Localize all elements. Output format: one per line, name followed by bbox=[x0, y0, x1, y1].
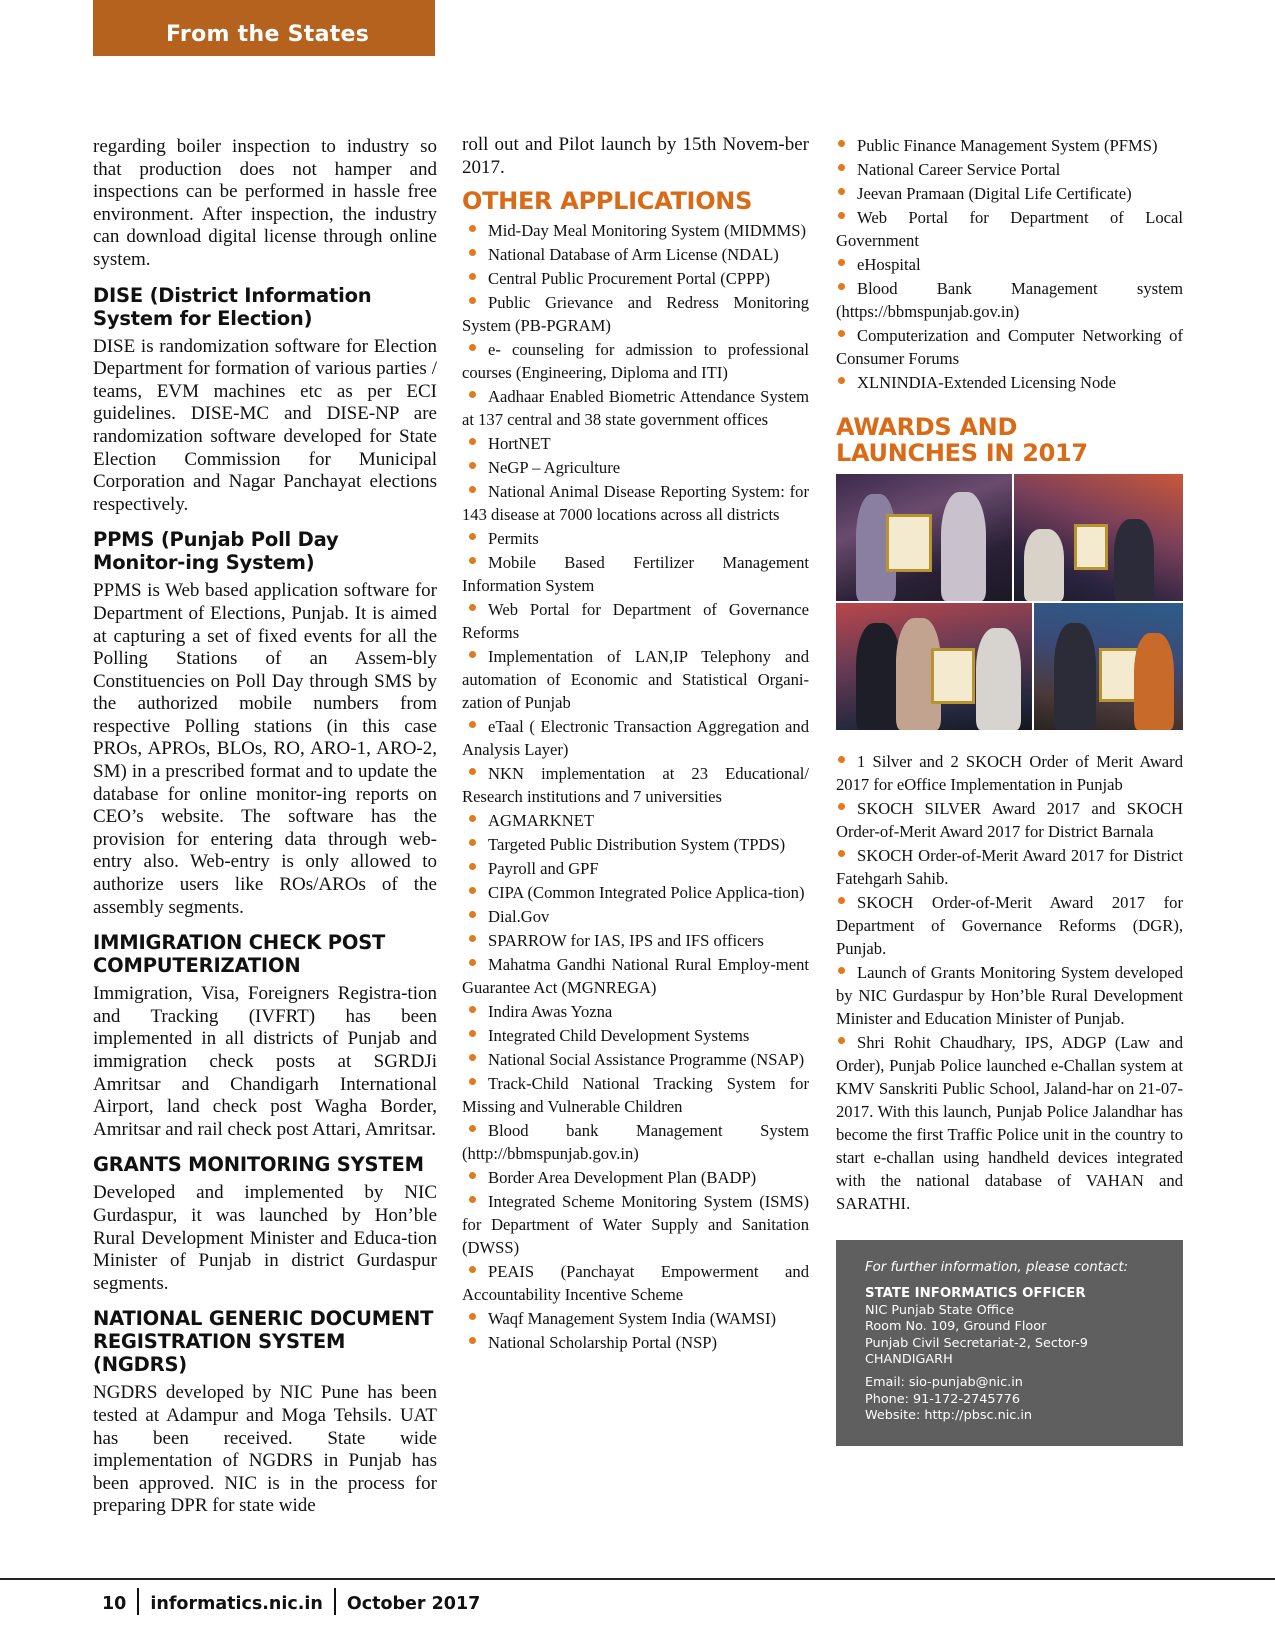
application-item bbox=[462, 551, 809, 597]
application-item bbox=[836, 158, 1183, 181]
intro-paragraph: regarding boiler inspection to industry so that production does not hamper and inspections can be performed in hassle free environment. After inspection, the industry can download digital license through online system. bbox=[93, 136, 437, 270]
award-item bbox=[836, 797, 1183, 843]
bullet-icon bbox=[469, 1125, 476, 1132]
list-item-text: NKN implementation at 23 Educational/ Research institutions and 7 universities bbox=[462, 764, 809, 807]
application-item bbox=[462, 715, 809, 761]
list-item-text: Mahatma Gandhi National Rural Employ-ment Guarantee Act (MGNREGA) bbox=[462, 955, 809, 998]
application-item bbox=[462, 456, 809, 479]
application-item bbox=[462, 905, 809, 928]
application-item bbox=[462, 267, 809, 290]
application-item bbox=[836, 134, 1183, 157]
bullet-icon bbox=[838, 188, 845, 195]
application-item bbox=[462, 857, 809, 880]
application-item bbox=[462, 1000, 809, 1023]
list-item-text: Web Portal for Department of Local Government bbox=[836, 208, 1183, 250]
award-photo-1 bbox=[836, 474, 1012, 601]
list-item-text: National Database of Arm License (NDAL) bbox=[488, 245, 779, 265]
bullet-icon bbox=[469, 273, 476, 280]
application-item bbox=[462, 219, 809, 242]
list-item-text: XLNINDIA-Extended Licensing Node bbox=[857, 373, 1116, 392]
list-item-text: Central Public Procurement Portal (CPPP) bbox=[488, 269, 771, 289]
bullet-icon bbox=[469, 1313, 476, 1320]
list-item-text: National Social Assistance Programme (NSAP) bbox=[488, 1050, 805, 1070]
contact-box bbox=[836, 1240, 1183, 1446]
list-item-text: Dial.Gov bbox=[488, 907, 550, 927]
awards-heading-line-2: LAUNCHES IN 2017 bbox=[836, 439, 1088, 467]
bullet-icon bbox=[469, 768, 476, 775]
bullet-icon bbox=[469, 1337, 476, 1344]
application-item bbox=[462, 809, 809, 832]
bullet-icon bbox=[469, 557, 476, 564]
list-item-text: Integrated Scheme Monitoring System (ISMS) for Department of Water Supply and Sanitation (DWSS) bbox=[462, 1192, 809, 1258]
application-item bbox=[462, 1190, 809, 1259]
list-item-text: SKOCH SILVER Award 2017 and SKOCH Order-of-Merit Award 2017 for District Barnala bbox=[836, 799, 1183, 841]
column-1 bbox=[93, 134, 437, 1530]
list-item-text: PEAIS (Panchayat Empowerment and Accountability Incentive Scheme bbox=[462, 1262, 809, 1305]
application-item bbox=[462, 881, 809, 904]
bullet-icon bbox=[469, 1196, 476, 1203]
application-item bbox=[462, 1048, 809, 1071]
bullet-icon bbox=[469, 887, 476, 894]
list-item-text: Web Portal for Department of Governance Reforms bbox=[462, 600, 809, 643]
bullet-icon bbox=[838, 897, 845, 904]
footer-site[interactable]: informatics.nic.in bbox=[150, 1594, 323, 1614]
section-body: DISE is randomization software for Election Department for formation of various parties / teams, EVM machines etc as per ECI guidelines. DISE-MC and DISE-NP are randomization software developed for State Election Commission for Municipal Corporation and Nagar Panchayat elections respectively. bbox=[93, 335, 437, 515]
application-item bbox=[462, 929, 809, 952]
bullet-icon bbox=[469, 651, 476, 658]
award-item bbox=[836, 961, 1183, 1030]
list-item-text: Implementation of LAN,IP Telephony and automation of Economic and Statistical Organi-zation of Punjab bbox=[462, 647, 809, 713]
bullet-icon bbox=[469, 533, 476, 540]
list-item-text: NeGP – Agriculture bbox=[488, 458, 621, 478]
list-item-text: Border Area Development Plan (BADP) bbox=[488, 1168, 757, 1188]
list-item-text: SPARROW for IAS, IPS and IFS officers bbox=[488, 931, 764, 951]
list-item-text: Computerization and Computer Networking of Consumer Forums bbox=[836, 326, 1183, 368]
contact-officer-title: STATE INFORMATICS OFFICER bbox=[865, 1286, 1086, 1302]
bullet-icon bbox=[469, 935, 476, 942]
section-heading: PPMS (Punjab Poll Day Monitor-ing System) bbox=[93, 528, 339, 575]
bullet-icon bbox=[838, 212, 845, 219]
list-item-text: Launch of Grants Monitoring System developed by NIC Gurdaspur by Hon’ble Rural Development Minister and Education Minister of Punjab. bbox=[836, 963, 1183, 1028]
awards-list bbox=[836, 750, 1183, 1215]
application-item bbox=[462, 480, 809, 526]
list-item-text: Payroll and GPF bbox=[488, 859, 599, 879]
bullet-icon bbox=[469, 1172, 476, 1179]
bullet-icon bbox=[838, 259, 845, 266]
list-item-text: 1 Silver and 2 SKOCH Order of Merit Award 2017 for eOffice Implementation in Punjab bbox=[836, 752, 1183, 794]
list-item-text: Blood Bank Management system (https://bbmspunjab.gov.in) bbox=[836, 279, 1183, 321]
bullet-icon bbox=[469, 391, 476, 398]
contact-intro: For further information, please contact: bbox=[865, 1260, 1129, 1275]
bullet-icon bbox=[469, 486, 476, 493]
list-item-text: Public Grievance and Redress Monitoring System (PB-PGRAM) bbox=[462, 293, 809, 336]
list-item-text: SKOCH Order-of-Merit Award 2017 for District Fatehgarh Sahib. bbox=[836, 846, 1183, 888]
award-item bbox=[836, 844, 1183, 890]
list-item-text: National Animal Disease Reporting System: for 143 disease at 7000 locations across all districts bbox=[462, 482, 809, 525]
contact-building: Punjab Civil Secretariat-2, Sector-9 bbox=[865, 1335, 1088, 1351]
application-item bbox=[836, 253, 1183, 276]
contact-city: CHANDIGARH bbox=[865, 1352, 953, 1368]
other-applications-heading: OTHER APPLICATIONS bbox=[462, 187, 753, 216]
contact-office: NIC Punjab State Office bbox=[865, 1302, 1014, 1318]
list-item-text: Waqf Management System India (WAMSI) bbox=[488, 1309, 777, 1329]
bullet-icon bbox=[838, 756, 845, 763]
contact-email[interactable]: Email: sio-punjab@nic.in bbox=[865, 1375, 1023, 1391]
application-item bbox=[836, 206, 1183, 252]
footer-rule bbox=[0, 1578, 1275, 1580]
bullet-icon bbox=[469, 225, 476, 232]
footer-date: October 2017 bbox=[346, 1594, 481, 1614]
section-body: Immigration, Visa, Foreigners Registra-tion and Tracking (IVFRT) has been implemented in all districts of Punjab and immigration check posts at SGRDJi Amritsar and Chandigarh International Airport, land check post Wagha Border, Amritsar and rail check post Attari, Amritsar. bbox=[93, 983, 437, 1140]
section-body: PPMS is Web based application software for Department of Elections, Punjab. It is aimed at capturing a set of fixed events for all the Polling Stations of an Assem-bly Constituencies on Poll Day through SMS by the authorized mobile numbers from respective Polling stations (in this case PROs, APROs, BLOs, RO, ARO-1, ARO-2, SM) in a prescribed format and to update the database for online monitor-ing reports on CEO’s website. The software has the provision for entering data through web-entry also. Web-entry is only allowed to authorize users like ROs/AROs of the assembly segments. bbox=[93, 580, 437, 918]
applications-list-continued bbox=[836, 134, 1183, 394]
application-item bbox=[836, 277, 1183, 323]
list-item-text: eHospital bbox=[857, 255, 921, 274]
application-item bbox=[462, 598, 809, 644]
list-item-text: National Scholarship Portal (NSP) bbox=[488, 1333, 718, 1353]
bullet-icon bbox=[469, 1030, 476, 1037]
list-item-text: National Career Service Portal bbox=[857, 160, 1061, 179]
application-item bbox=[462, 432, 809, 455]
column-3 bbox=[836, 134, 1183, 1446]
award-photo-2 bbox=[1014, 474, 1183, 601]
bullet-icon bbox=[838, 803, 845, 810]
application-item bbox=[462, 527, 809, 550]
list-item-text: Integrated Child Development Systems bbox=[488, 1026, 750, 1046]
bullet-icon bbox=[469, 1078, 476, 1085]
application-item bbox=[462, 1331, 809, 1354]
award-item bbox=[836, 750, 1183, 796]
bullet-icon bbox=[469, 863, 476, 870]
bullet-icon bbox=[469, 959, 476, 966]
bullet-icon bbox=[838, 283, 845, 290]
applications-list bbox=[462, 219, 809, 1354]
application-item bbox=[836, 371, 1183, 394]
bullet-icon bbox=[469, 438, 476, 445]
section-header-tab bbox=[93, 0, 435, 56]
footer-separator bbox=[334, 1588, 336, 1615]
section-heading: IMMIGRATION CHECK POST COMPUTERIZATION bbox=[93, 931, 386, 978]
bullet-icon bbox=[838, 164, 845, 171]
application-item bbox=[462, 645, 809, 714]
award-item bbox=[836, 891, 1183, 960]
bullet-icon bbox=[838, 330, 845, 337]
section-heading: NATIONAL GENERIC DOCUMENT REGISTRATION SYSTEM (NGDRS) bbox=[93, 1307, 434, 1377]
bullet-icon bbox=[469, 911, 476, 918]
application-item bbox=[462, 243, 809, 266]
application-item bbox=[462, 338, 809, 384]
list-item-text: Blood bank Management System (http://bbmspunjab.gov.in) bbox=[462, 1121, 809, 1164]
bullet-icon bbox=[469, 249, 476, 256]
list-item-text: HortNET bbox=[488, 434, 551, 454]
application-item bbox=[462, 1024, 809, 1047]
section-body: NGDRS developed by NIC Pune has been tested at Adampur and Moga Tehsils. UAT has been received. State wide implementation of NGDRS in Punjab has been approved. NIC is in the process for preparing DPR for state wide bbox=[93, 1382, 437, 1517]
bullet-icon bbox=[838, 1037, 845, 1044]
application-item bbox=[462, 833, 809, 856]
application-item bbox=[462, 762, 809, 808]
bullet-icon bbox=[469, 604, 476, 611]
list-item-text: Shri Rohit Chaudhary, IPS, ADGP (Law and Order), Punjab Police launched e-Challan system at KMV Sanskriti Public School, Jaland-har on 21-07-2017. With this launch, Punjab Police Jalandhar has become the first Traffic Police unit in the country to start e-challan using handheld devices integrated with the national database of VAHAN and SARATHI. bbox=[836, 1033, 1183, 1213]
footer-separator bbox=[137, 1588, 139, 1615]
application-item bbox=[836, 182, 1183, 205]
bullet-icon bbox=[469, 721, 476, 728]
list-item-text: e- counseling for admission to professional courses (Engineering, Diploma and ITI) bbox=[462, 340, 809, 383]
application-item bbox=[462, 1166, 809, 1189]
application-item bbox=[462, 1072, 809, 1118]
application-item bbox=[462, 385, 809, 431]
list-item-text: AGMARKNET bbox=[488, 811, 595, 831]
application-item bbox=[462, 1307, 809, 1330]
contact-phone: Phone: 91-172-2745776 bbox=[865, 1391, 1020, 1407]
award-item bbox=[836, 1031, 1183, 1215]
section-header-label: From the States bbox=[166, 22, 370, 47]
application-item bbox=[462, 953, 809, 999]
list-item-text: Mobile Based Fertilizer Management Information System bbox=[462, 553, 809, 596]
list-item-text: Mid-Day Meal Monitoring System (MIDMMS) bbox=[488, 221, 807, 241]
page-number: 10 bbox=[102, 1594, 127, 1614]
list-item-text: Public Finance Management System (PFMS) bbox=[857, 136, 1158, 155]
contact-website[interactable]: Website: http://pbsc.nic.in bbox=[865, 1408, 1033, 1424]
list-item-text: Aadhaar Enabled Biometric Attendance System at 137 central and 38 state government offices bbox=[462, 387, 809, 430]
section-heading: DISE (District Information System for Election) bbox=[93, 283, 372, 330]
award-photo-3 bbox=[836, 603, 1032, 730]
bullet-icon bbox=[469, 815, 476, 822]
list-item-text: Targeted Public Distribution System (TPDS) bbox=[488, 835, 786, 855]
list-item-text: Track-Child National Tracking System for Missing and Vulnerable Children bbox=[462, 1074, 809, 1117]
awards-heading-line-1: AWARDS AND bbox=[836, 413, 1018, 441]
application-item bbox=[836, 324, 1183, 370]
bullet-icon bbox=[469, 1054, 476, 1061]
awards-photo-collage bbox=[836, 474, 1183, 730]
footer bbox=[102, 1588, 480, 1615]
bullet-icon bbox=[469, 344, 476, 351]
bullet-icon bbox=[838, 967, 845, 974]
bullet-icon bbox=[469, 839, 476, 846]
bullet-icon bbox=[469, 1006, 476, 1013]
awards-heading bbox=[836, 414, 1183, 466]
list-item-text: Indira Awas Yozna bbox=[488, 1002, 613, 1022]
application-item bbox=[462, 1119, 809, 1165]
list-item-text: CIPA (Common Integrated Police Applica-tion) bbox=[488, 883, 805, 903]
application-item bbox=[462, 1260, 809, 1306]
continued-paragraph: roll out and Pilot launch by 15th Novem-ber 2017. bbox=[462, 134, 809, 178]
award-photo-4 bbox=[1034, 603, 1183, 730]
bullet-icon bbox=[838, 377, 845, 384]
bullet-icon bbox=[838, 850, 845, 857]
contact-room: Room No. 109, Ground Floor bbox=[865, 1319, 1047, 1335]
list-item-text: SKOCH Order-of-Merit Award 2017 for Department of Governance Reforms (DGR), Punjab. bbox=[836, 893, 1183, 958]
list-item-text: eTaal ( Electronic Transaction Aggregation and Analysis Layer) bbox=[462, 717, 809, 760]
bullet-icon bbox=[469, 462, 476, 469]
bullet-icon bbox=[469, 1266, 476, 1273]
bullet-icon bbox=[469, 297, 476, 304]
column-2 bbox=[462, 134, 809, 1355]
list-item-text: Jeevan Pramaan (Digital Life Certificate) bbox=[857, 184, 1132, 203]
bullet-icon bbox=[838, 140, 845, 147]
list-item-text: Permits bbox=[488, 529, 539, 549]
section-body: Developed and implemented by NIC Gurdaspur, it was launched by Hon’ble Rural Development Minister and Educa-tion Minister of Punjab in district Gurdaspur segments. bbox=[93, 1182, 437, 1294]
application-item bbox=[462, 291, 809, 337]
section-heading: GRANTS MONITORING SYSTEM bbox=[93, 1153, 424, 1177]
